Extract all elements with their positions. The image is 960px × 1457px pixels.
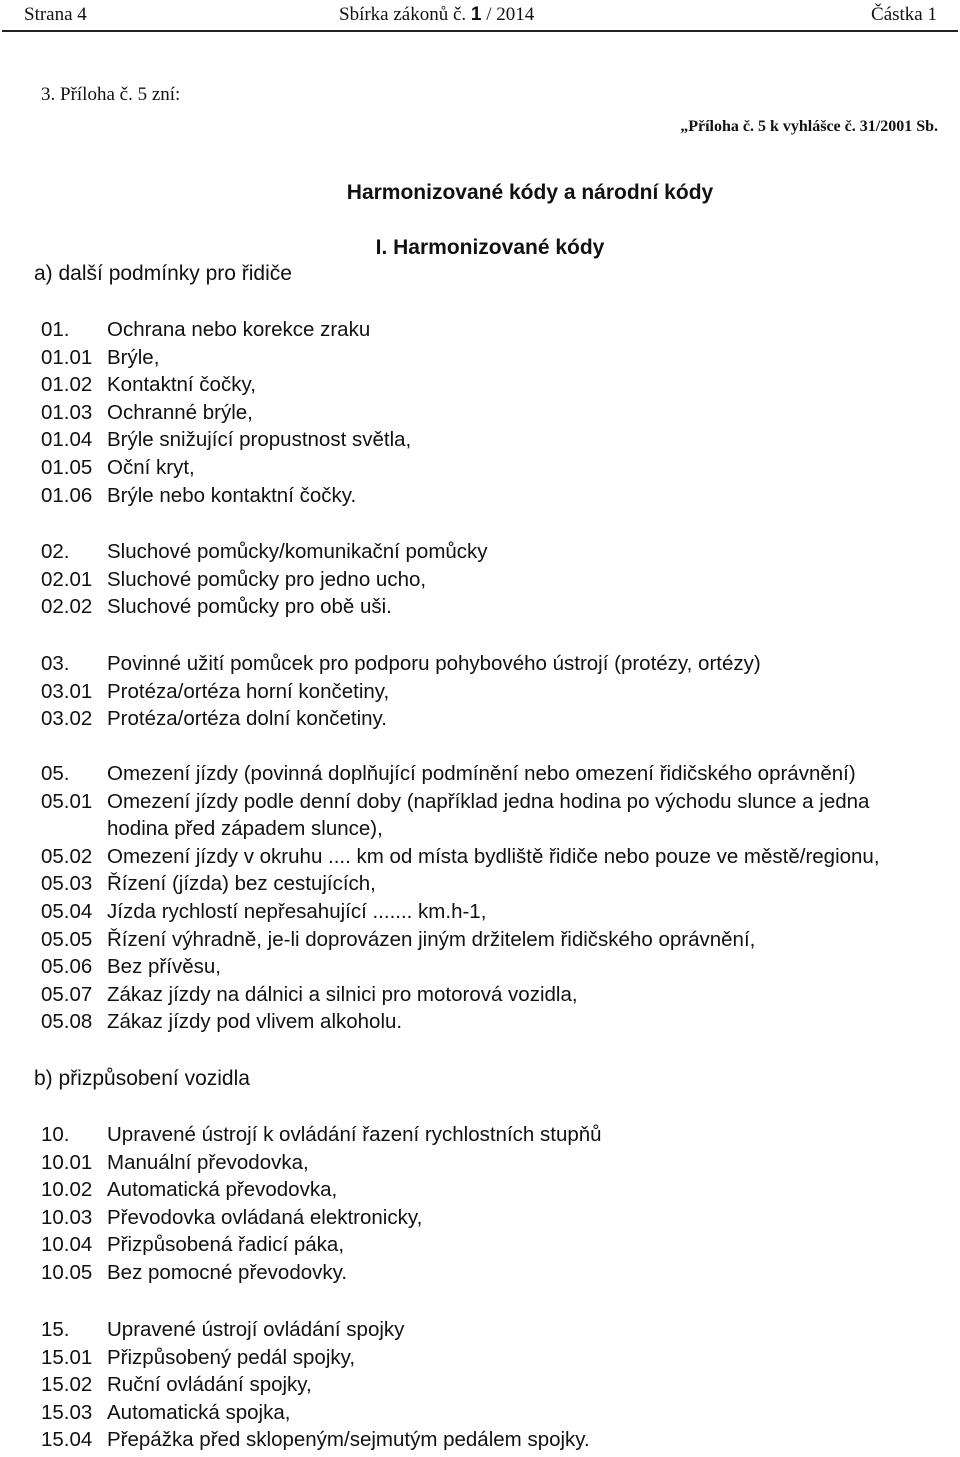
annex-reference: „Příloha č. 5 k vyhlášce č. 31/2001 Sb.: [680, 118, 938, 135]
page-label: Strana 4: [24, 4, 87, 25]
item-text: Převodovka ovládaná elektronicky,: [107, 1205, 423, 1229]
item-code: 10.02: [41, 1178, 93, 1202]
item-text: Přepážka před sklopeným/sejmutým pedálem spojky.: [107, 1428, 590, 1452]
section-a-heading: a) další podmínky pro řidiče: [34, 262, 292, 285]
item-code: 01.05: [41, 456, 93, 479]
item-text: Jízda rychlostí nepřesahující ....... km.h-1,: [107, 900, 487, 923]
collection-suffix: / 2014: [486, 4, 535, 25]
part-label: Částka 1: [871, 4, 937, 25]
item-text: Automatická spojka,: [107, 1400, 291, 1424]
item-code: 01.04: [41, 428, 93, 452]
item-text: Omezení jízdy v okruhu .... km od místa bydliště řidiče nebo pouze ve městě/regionu,: [107, 844, 880, 868]
item-code: 10.05: [41, 1261, 93, 1284]
item-code: 10.03: [41, 1205, 93, 1229]
item-code: 15.: [41, 1318, 70, 1341]
item-text: Bez pomocné převodovky.: [107, 1261, 348, 1284]
item-text: Protéza/ortéza horní končetiny,: [107, 679, 390, 703]
item-text: Protéza/ortéza dolní končetiny.: [107, 707, 387, 731]
item-code: 05.05: [41, 927, 93, 951]
item-text: Sluchové pomůcky/komunikační pomůcky: [107, 540, 488, 563]
item-text-continuation: hodina před západem slunce),: [107, 817, 383, 841]
item-text: Povinné užití pomůcek pro podporu pohybového ústrojí (protézy, ortézy): [107, 652, 761, 675]
item-code: 05.08: [41, 1010, 93, 1034]
item-text: Ochrana nebo korekce zraku: [107, 318, 371, 341]
collection-title: [339, 4, 534, 26]
item-code: 05.07: [41, 982, 93, 1006]
item-text: Omezení jízdy podle denní doby (například jedna hodina po východu slunce a jedna: [107, 789, 870, 813]
item-code: 10.04: [41, 1233, 93, 1257]
collection-prefix: Sbírka zákonů č.: [339, 4, 467, 25]
item-code: 01.03: [41, 400, 93, 424]
item-code: 05.: [41, 762, 70, 785]
item-code: 15.04: [41, 1428, 93, 1452]
item-text: Upravené ústrojí ovládání spojky: [107, 1318, 405, 1341]
item-text: Brýle snižující propustnost světla,: [107, 428, 412, 452]
item-text: Zákaz jízdy na dálnici a silnici pro motorová vozidla,: [107, 982, 578, 1006]
item-code: 01.: [41, 318, 70, 341]
item-text: Oční kryt,: [107, 456, 195, 479]
item-text: Přizpůsobený pedál spojky,: [107, 1345, 356, 1369]
item-text: Brýle,: [107, 345, 160, 369]
item-text: Sluchové pomůcky pro jedno ucho,: [107, 567, 427, 591]
item-text: Ochranné brýle,: [107, 400, 253, 424]
item-code: 05.06: [41, 955, 93, 979]
item-code: 15.01: [41, 1345, 93, 1369]
item-code: 02.01: [41, 567, 93, 591]
item-text: Řízení (jízda) bez cestujících,: [107, 872, 376, 896]
item-text: Zákaz jízdy pod vlivem alkoholu.: [107, 1010, 403, 1034]
item-text: Kontaktní čočky,: [107, 373, 256, 397]
item-text: Omezení jízdy (povinná doplňující podmínění nebo omezení řidičského oprávnění): [107, 762, 856, 785]
item-code: 01.02: [41, 373, 93, 397]
item-code: 02.: [41, 540, 70, 563]
sub-title: I. Harmonizované kódy: [375, 236, 605, 259]
issue-number: 1: [470, 4, 482, 25]
item-text: Bez přívěsu,: [107, 955, 221, 979]
item-text: Automatická převodovka,: [107, 1178, 338, 1202]
item-code: 02.02: [41, 595, 93, 619]
item-code: 10.01: [41, 1150, 93, 1174]
item-code: 01.06: [41, 483, 93, 507]
item-text: Sluchové pomůcky pro obě uši.: [107, 595, 392, 619]
item-text: Přizpůsobená řadicí páka,: [107, 1233, 345, 1257]
item-text: Manuální převodovka,: [107, 1150, 309, 1174]
item-text: Řízení výhradně, je-li doprovázen jiným držitelem řidičského oprávnění,: [107, 927, 756, 951]
item-text: Brýle nebo kontaktní čočky.: [107, 483, 357, 507]
intro-line: 3. Příloha č. 5 zní:: [41, 84, 181, 105]
item-code: 05.01: [41, 789, 93, 813]
item-code: 03.: [41, 652, 70, 675]
item-code: 05.03: [41, 872, 93, 896]
item-text: Upravené ústrojí k ovládání řazení rychlostních stupňů: [107, 1123, 602, 1146]
item-code: 03.01: [41, 679, 93, 703]
main-title: Harmonizované kódy a národní kódy: [346, 181, 714, 204]
item-code: 05.04: [41, 900, 93, 923]
item-text: Ruční ovládání spojky,: [107, 1373, 312, 1397]
item-code: 05.02: [41, 844, 93, 868]
header-rule: [2, 30, 958, 32]
item-code: 15.02: [41, 1373, 93, 1397]
item-code: 15.03: [41, 1400, 93, 1424]
item-code: 01.01: [41, 345, 93, 369]
section-b-heading: b) přizpůsobení vozidla: [34, 1067, 250, 1090]
item-code: 10.: [41, 1123, 70, 1146]
running-header: [0, 4, 960, 30]
item-code: 03.02: [41, 707, 93, 731]
